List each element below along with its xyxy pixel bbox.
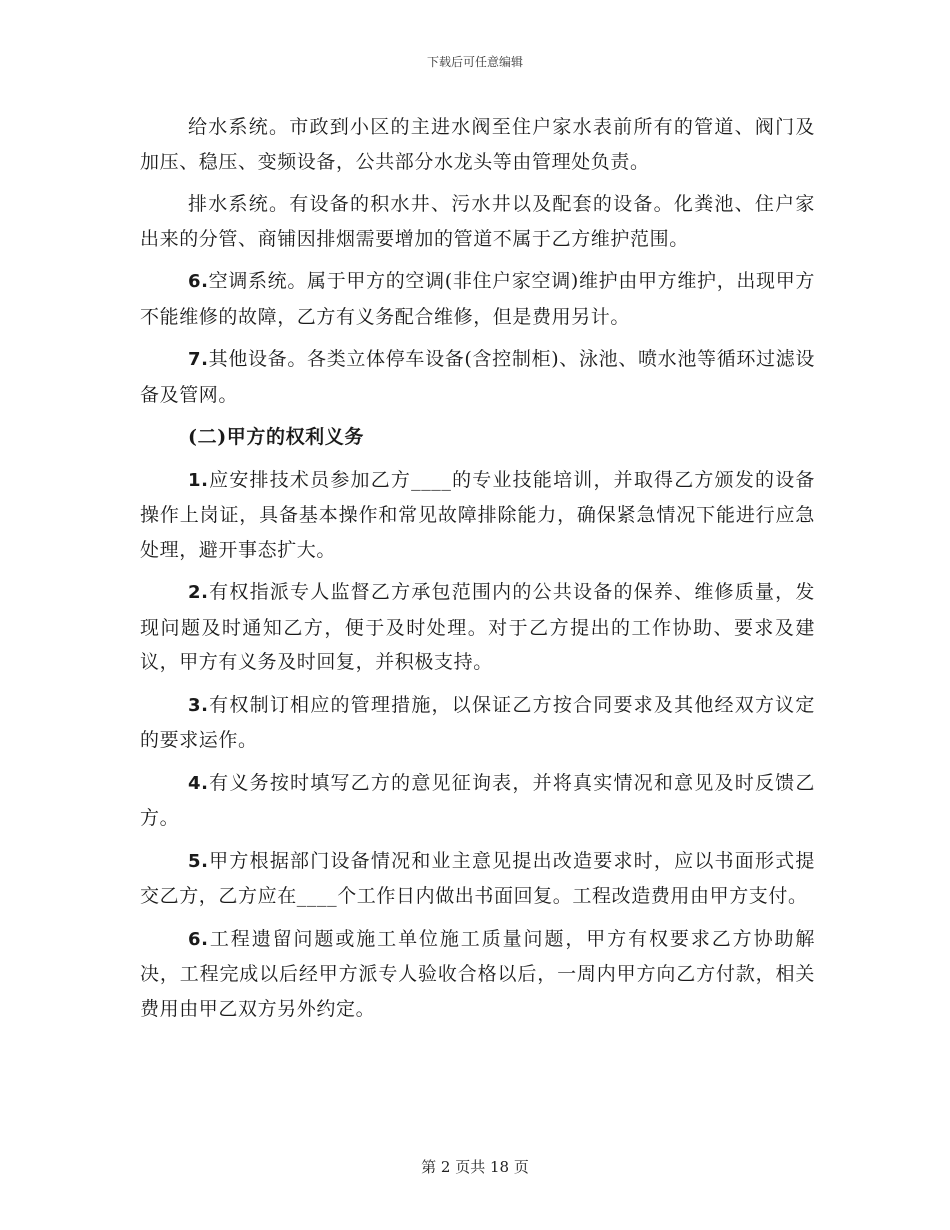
- paragraph-text: 给水系统。市政到小区的主进水阀至住户家水表前所有的管道、阀门及加压、稳压、变频设备，公共部分水龙头等由管理处负责。: [140, 116, 815, 173]
- section-heading: (二)甲方的权利义务: [188, 426, 364, 448]
- item-number: 7.: [188, 349, 209, 370]
- paragraph-text: 其他设备。各类立体停车设备(含控制柜)、泳池、喷水池等循环过滤设备及管网。: [140, 348, 815, 406]
- list-item: [140, 844, 815, 914]
- paragraph-water-supply: [140, 110, 815, 179]
- list-item: [140, 766, 815, 836]
- list-item: [140, 922, 815, 1027]
- page-footer: 第 2 页共 18 页: [421, 1158, 529, 1176]
- paragraph-air-conditioning: [140, 264, 815, 334]
- item-number: 5.: [188, 850, 209, 872]
- list-item: [140, 688, 815, 758]
- item-number: 2.: [188, 582, 209, 603]
- document-body: [140, 110, 815, 1034]
- item-number: 4.: [188, 772, 209, 794]
- list-item: [140, 463, 815, 568]
- item-number: 1.: [188, 469, 209, 491]
- item-text: 甲方根据部门设备情况和业主意见提出改造要求时，应以书面形式提交乙方，乙方应在____个工作日内做出书面回复。工程改造费用由甲方支付。: [140, 849, 815, 907]
- item-number: 6.: [188, 928, 209, 950]
- page-header: 下载后可任意编辑: [426, 55, 523, 69]
- item-text: 有权指派专人监督乙方承包范围内的公共设备的保养、维修质量，发现问题及时通知乙方，便于及时处理。对于乙方提出的工作协助、要求及建议，甲方有义务及时回复，并积极支持。: [140, 581, 815, 673]
- item-number: 6.: [188, 271, 209, 292]
- paragraph-text: 排水系统。有设备的积水井、污水井以及配套的设备。化粪池、住户家出来的分管、商铺因排烟需要增加的管道不属于乙方维护范围。: [140, 193, 815, 250]
- paragraph-other-equipment: [140, 342, 815, 412]
- item-text: 工程遗留问题或施工单位施工质量问题，甲方有权要求乙方协助解决，工程完成以后经甲方派专人验收合格以后，一周内甲方向乙方付款，相关费用由甲乙双方另外约定。: [140, 927, 815, 1020]
- item-text: 有义务按时填写乙方的意见征询表，并将真实情况和意见及时反馈乙方。: [140, 771, 815, 829]
- paragraph-text: 空调系统。属于甲方的空调(非住户家空调)维护由甲方维护，出现甲方不能维修的故障，乙方有义务配合维修，但是费用另计。: [140, 270, 815, 328]
- item-text: 有权制订相应的管理措施，以保证乙方按合同要求及其他经双方议定的要求运作。: [140, 693, 815, 751]
- list-item: [140, 575, 815, 680]
- item-number: 3.: [188, 694, 209, 716]
- item-text: 应安排技术员参加乙方____的专业技能培训，并取得乙方颁发的设备操作上岗证，具备基本操作和常见故障排除能力，确保紧急情况下能进行应急处理，避开事态扩大。: [140, 468, 815, 561]
- paragraph-drainage: [140, 187, 815, 256]
